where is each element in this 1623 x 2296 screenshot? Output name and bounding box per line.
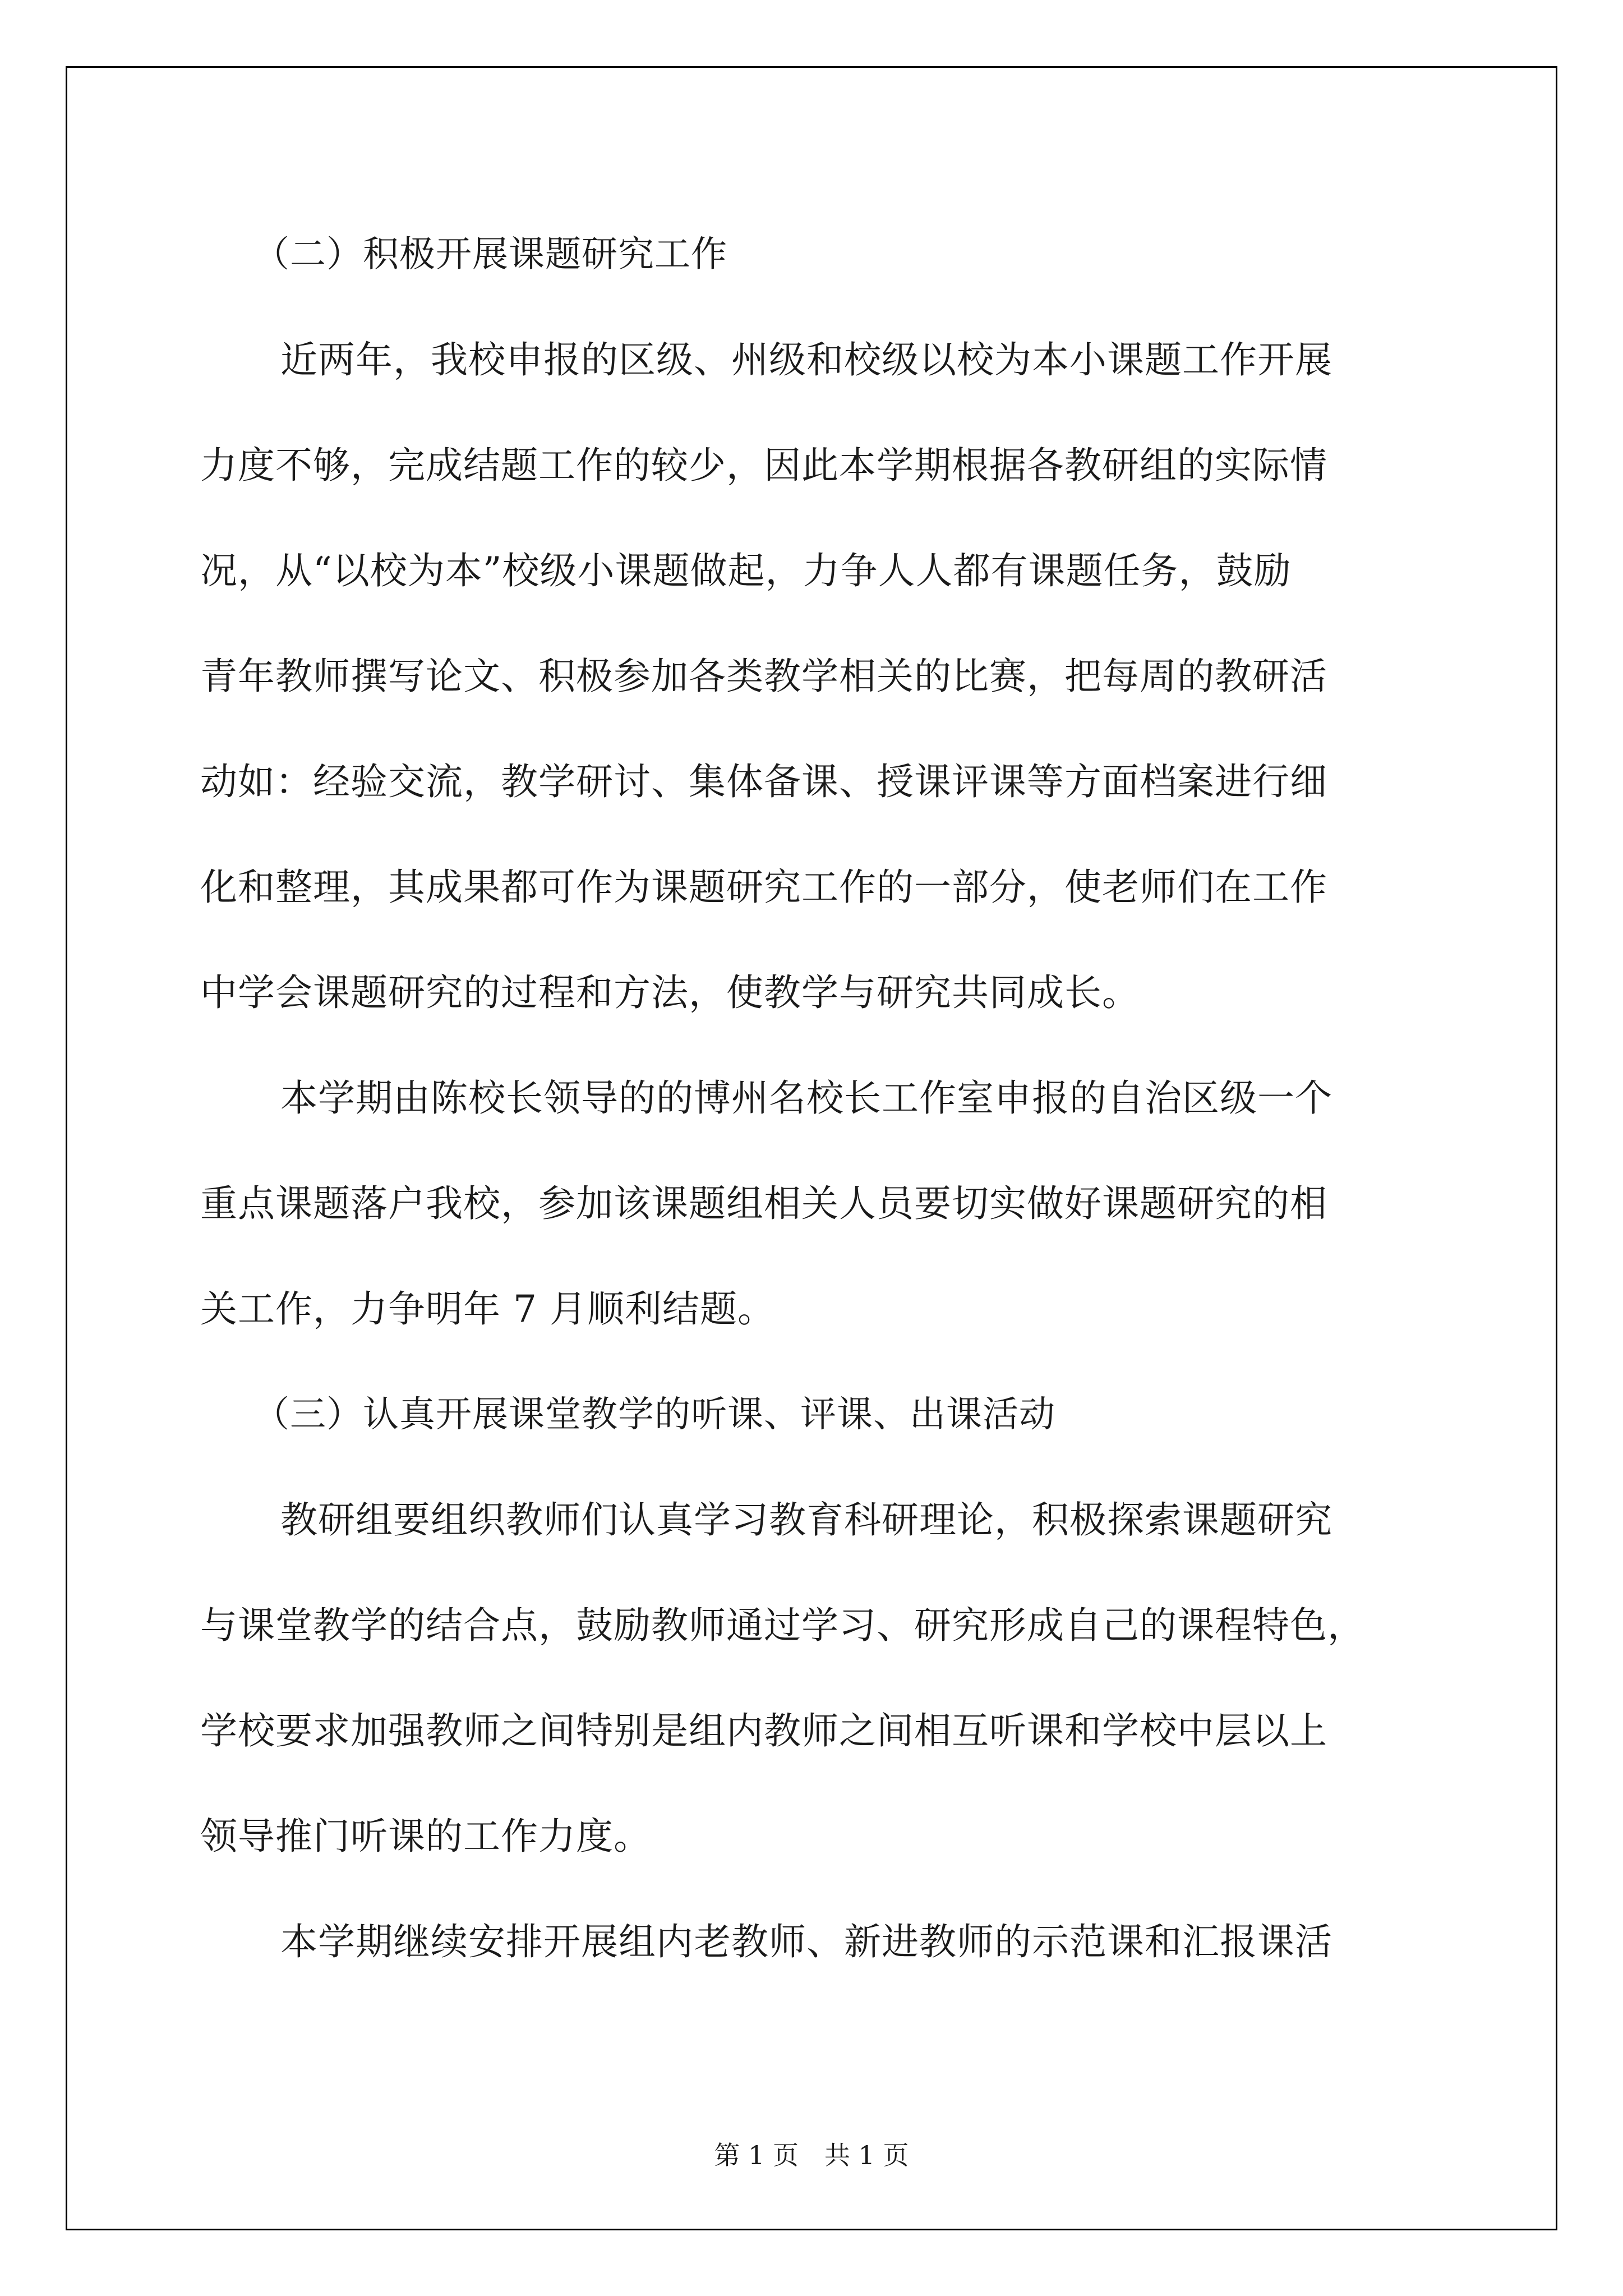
paragraph-line: 况，从“以校为本”校级小课题做起，力争人人都有课题任务，鼓励 (200, 549, 1292, 592)
paragraph-line: 动如：经验交流，教学研讨、集体备课、授课评课等方面档案进行细 (200, 760, 1327, 803)
section-heading-2: （二）积极开展课题研究工作 (253, 234, 727, 275)
paragraph-line: 力度不够，完成结题工作的较少，因此本学期根据各教研组的实际情 (200, 444, 1327, 487)
paragraph-line: 本学期由陈校长领导的的博州名校长工作室申报的自治区级一个 (280, 1076, 1332, 1120)
paragraph-line: 学校要求加强教师之间特别是组内教师之间相互听课和学校中层以上 (200, 1709, 1327, 1752)
page-number-footer: 第 1 页 共 1 页 (714, 2140, 909, 2170)
paragraph-line: 本学期继续安排开展组内老教师、新进教师的示范课和汇报课活 (280, 1920, 1332, 1963)
paragraph-line: 关工作，力争明年 7 月顺利结题。 (200, 1287, 775, 1331)
paragraph-line: 教研组要组织教师们认真学习教育科研理论，积极探索课题研究 (280, 1498, 1332, 1542)
section-heading-3: （三）认真开展课堂教学的听课、评课、出课活动 (253, 1394, 1055, 1435)
paragraph-line: 中学会课题研究的过程和方法，使教学与研究共同成长。 (200, 971, 1140, 1014)
paragraph-line: 近两年，我校申报的区级、州级和校级以校为本小课题工作开展 (280, 338, 1332, 381)
paragraph-line: 化和整理，其成果都可作为课题研究工作的一部分，使老师们在工作 (200, 866, 1327, 909)
paragraph-line: 领导推门听课的工作力度。 (200, 1815, 651, 1858)
paragraph-line: 与课堂教学的结合点，鼓励教师通过学习、研究形成自己的课程特色， (200, 1604, 1365, 1647)
paragraph-line: 青年教师撰写论文、积极参加各类教学相关的比赛，把每周的教研活 (200, 655, 1327, 698)
paragraph-line: 重点课题落户我校，参加该课题组相关人员要切实做好课题研究的相 (200, 1182, 1327, 1225)
